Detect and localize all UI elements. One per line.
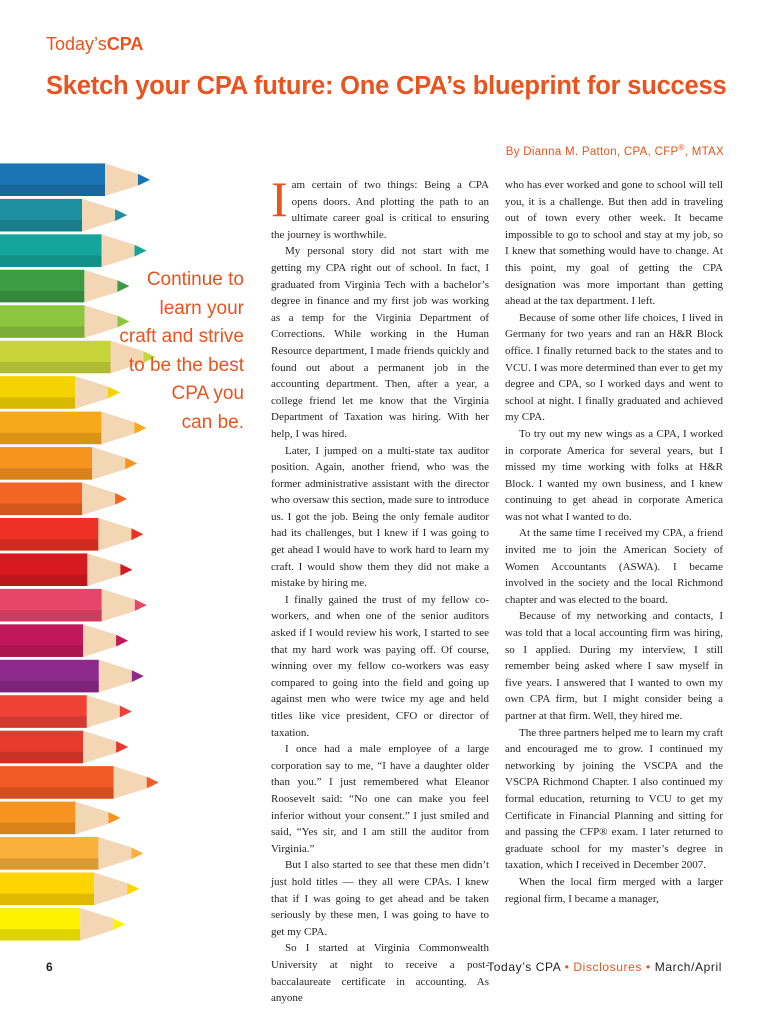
article-paragraph: Because of my networking and contacts, I was told that a local accounting firm was hiring, so I applied. During my interview, I still remember being asked where I saw myself in five years. I answered that I wanted to own my own CPA firm, but I might consider being a partner at that firm. Well, they hired me. <box>505 610 723 722</box>
pencil <box>0 483 127 516</box>
paragraph-text: am certain of two things: Being a CPA opens doors. And plotting the path to an ultimate career goal is critical to ensuring the journey is worthwhile. <box>271 179 489 241</box>
article-column-1 <box>271 171 489 1007</box>
pencil <box>0 695 132 728</box>
footer-section: Disclosures <box>573 960 643 974</box>
masthead-prefix: Today’s <box>46 34 107 54</box>
pencil <box>0 589 147 622</box>
pull-quote-line: CPA you <box>171 383 244 404</box>
article-paragraph: When the local firm merged with a larger regional firm, I became a manager, <box>505 875 723 905</box>
footer-issue: March/April <box>654 960 722 974</box>
pull-quote-line: Continue to <box>146 269 244 290</box>
drop-cap: I <box>271 171 288 227</box>
byline-name: By Dianna M. Patton, CPA, CFP <box>505 145 679 158</box>
page-number: 6 <box>46 960 53 974</box>
pull-quote-line: to be the best <box>128 354 244 376</box>
pencil <box>0 624 128 657</box>
pull-quote-line: craft and strive <box>119 326 244 347</box>
masthead-brand: CPA <box>106 34 144 54</box>
footer-publication: Today’s CPA <box>487 960 561 974</box>
masthead <box>46 34 143 55</box>
pencil <box>0 873 139 906</box>
article-paragraph: I once had a male employee of a large corporation say to me, “I have a daughter older than you.” I just remembered what Eleanor Roosevelt said: “No one can make you feel inferior without your consent.” I just smiled and said, “Yes sir, and I am still the auditor from Virginia.” <box>271 743 489 855</box>
article-paragraph: I finally gained the trust of my fellow co-workers, and when one of the senior auditors asked if I would review his work, I started to see that my hard work was paying off. Of course, winning over my fellow co-workers was easy compared to going into the field and going up against men who were twice my age and held titles like vice president, CFO or director of taxation. <box>271 593 489 739</box>
article-paragraph: At the same time I received my CPA, a friend invited me to join the American Society of Women Accountants (ASWA). I became involved in the society and the local Richmond chapter and was elected to the board. <box>505 527 723 606</box>
byline-reg: ® <box>678 143 685 152</box>
pencil <box>0 447 137 480</box>
article-paragraph: who has ever worked and gone to school will tell you, it is a challenge. But then add in traveling out of town every other week. It became impossible to go to school and stay at my job, so I knew that something would have to change. At this point, my goal of getting the CPA designation was more important than getting ahead at the tax department. I left. <box>505 179 723 308</box>
pencil <box>0 199 127 232</box>
footer-separator: • <box>645 960 651 974</box>
article-headline: Sketch your CPA future: One CPA’s blueprint for success <box>46 72 727 100</box>
pencil <box>0 908 125 941</box>
article-paragraph: But I also started to see that these men didn’t just hold titles — they all were CPAs. I knew that if I was going to get ahead and be taken seriously by these men, I was going to have to get my CPA. <box>271 859 489 938</box>
pull-quote-line: can be. <box>181 411 244 433</box>
pencil <box>0 234 147 267</box>
article-column-2 <box>505 177 723 907</box>
byline <box>506 143 724 158</box>
article-paragraph: My personal story did not start with me getting my CPA right out of school. In fact, I graduated from Virginia Tech with a bachelor’s degree in finance and my first job was working as a temp for the Virginia Department of Corrections. While working in the Human Resource department, I made friends quickly and found out about a permanent job in the accounting department. Then, after a year, a college friend let me know that the Virginia Department of Taxation was hiring. With her help, I was hired. <box>271 245 489 440</box>
pencil <box>0 837 143 870</box>
pencil <box>0 518 143 551</box>
article-paragraph: To try out my new wings as a CPA, I worked in corporate America for several years, but I missed my time working with folks at H&R Block. I wanted my own business, and I knew continuing to get ahead in corporate America was not what I wanted to do. <box>505 427 723 523</box>
article-paragraph: Because of some other life choices, I lived in Germany for two years and ran an H&R Block office. I finally returned back to the states and to VCU. I was more determined than ever to get my degree and CPA, so I worked days and went to school at night. I finally graduated and achieved my CPA. <box>505 311 723 424</box>
pencil <box>0 163 150 196</box>
pencil <box>0 553 132 586</box>
footer-separator: • <box>564 960 570 974</box>
pencil <box>0 802 120 835</box>
article-paragraph: So I started at Virginia Commonwealth University at night to receive a post-baccalaureate certificate in accounting. As anyone <box>271 942 489 1005</box>
article-paragraph: Later, I jumped on a multi-state tax auditor position. Again, another friend, who was the former administrative assistant with the director who oversaw this section, made sure to introduce us. I got the job. Being the only female auditor had its challenges, but I knew if I was going to get ahead I would have to work hard to learn my craft. I would show them they did not make a mistake by hiring me. <box>271 444 489 590</box>
running-footer <box>487 960 722 974</box>
pencil <box>0 731 128 764</box>
article-paragraph: The three partners helped me to learn my craft and encouraged me to grow. I continued my networking by joining the VSCPA and the VSCPA Richmond Chapter. I also continued my formal education, returning to VCU to get my Certificate in Financial Planning and sitting for and passing the CFP® exam. I later returned to graduate school for my master’s degree in taxation, which I received in December 2007. <box>505 726 724 872</box>
pencil <box>0 660 144 693</box>
article-paragraph <box>271 171 489 243</box>
pull-quote <box>96 266 244 437</box>
pull-quote-line: learn your <box>159 297 244 319</box>
pencil <box>0 766 159 799</box>
byline-suffix: , MTAX <box>684 145 724 158</box>
